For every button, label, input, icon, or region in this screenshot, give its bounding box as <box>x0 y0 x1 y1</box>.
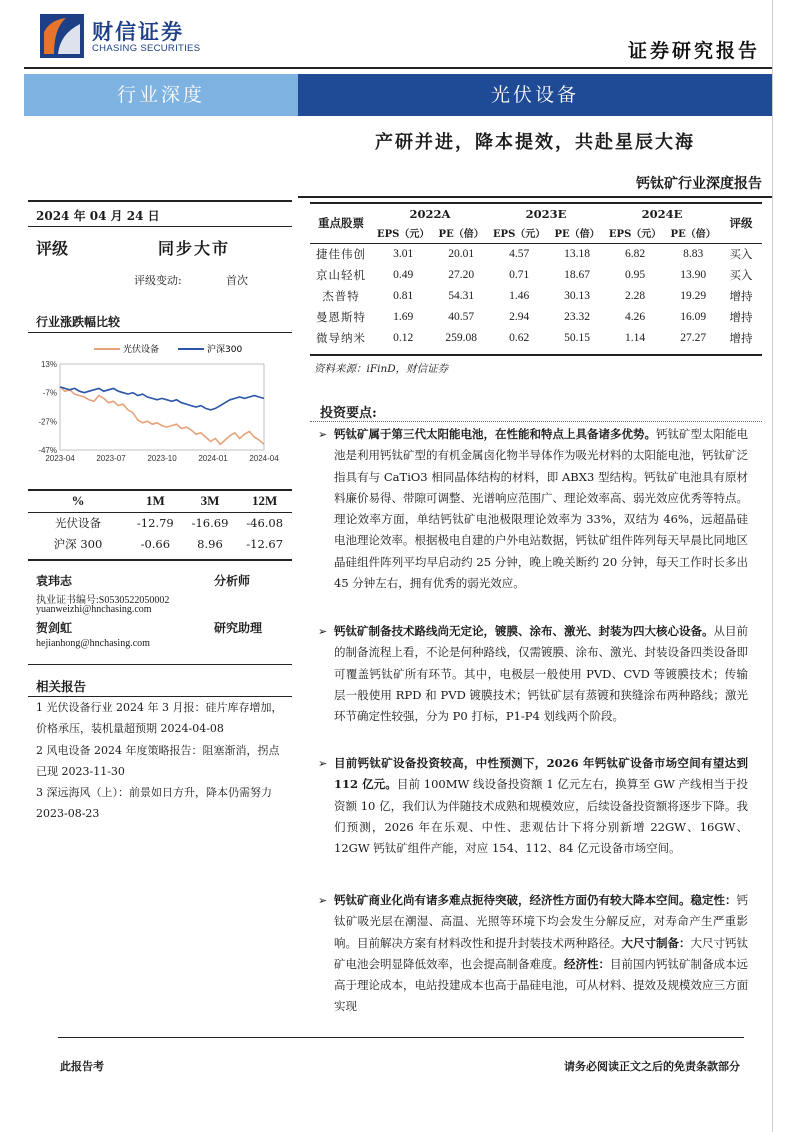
stock-cell: 23.32 <box>564 310 591 323</box>
perf-cell: -12.67 <box>246 536 284 551</box>
logo-english-text: CHASING SECURITIES <box>92 43 201 54</box>
perf-cell: -12.79 <box>136 515 174 530</box>
arrow-bullet-icon: ➢ <box>318 625 328 638</box>
point-heading: 目前钙钛矿设备投资较高，中性预测下，2026 年钙钛矿设备市场空间有望达到 112 亿元。 <box>334 756 748 792</box>
stock-cell: 3.01 <box>393 247 414 260</box>
report-type: 证券研究报告 <box>627 40 760 62</box>
stock-rating: 增持 <box>729 330 753 345</box>
stock-cell: 1.69 <box>393 310 414 323</box>
legend-label-pv: 光伏设备 <box>123 345 160 355</box>
perf-header: % <box>71 493 85 509</box>
stock-cell: 27.20 <box>448 268 475 281</box>
stock-cell: 50.15 <box>564 331 591 344</box>
stock-cell: 40.57 <box>448 310 475 323</box>
stock-name: 微导纳米 <box>316 330 366 345</box>
page-edge <box>772 0 773 1132</box>
assistant-email: hejianhong@hnchasing.com <box>36 638 150 649</box>
col-stock: 重点股票 <box>318 216 364 231</box>
point-keyword: 稳定性： <box>690 893 737 907</box>
stock-rating: 买入 <box>729 267 753 282</box>
x-tick-label: 2023-07 <box>96 454 126 463</box>
stock-name: 京山轻机 <box>316 267 366 282</box>
y-tick-label: -27% <box>38 417 57 427</box>
chart-section-title: 行业涨跌幅比较 <box>36 315 121 329</box>
perf-header: 1M <box>145 493 165 509</box>
point-body: 目前 100MW 线设备投资额 1 亿元左右，换算至 GW 产线相当于投资额 10 亿，我们认为伴随技术成熟和规模效应，后续设备投资额将逐步下降。我们预测，2026 年在乐观、中性、悲观估计下将分别新增 22GW、16GW、12GW 钙钛矿组件产能，对应 154、112、84 亿元设备市场空间。 <box>334 777 748 856</box>
stock-cell: 0.71 <box>509 268 530 281</box>
year-header: 2022A <box>409 206 451 221</box>
col-rating: 评级 <box>729 216 753 231</box>
table-row <box>28 491 292 512</box>
point-heading: 钙钛矿商业化尚有诸多难点扼待突破，经济性方面仍有较大降本空间。 <box>334 893 691 907</box>
arrow-bullet-icon: ➢ <box>318 428 328 441</box>
stock-cell: 0.95 <box>625 268 646 281</box>
x-tick-label: 2023-04 <box>45 454 75 463</box>
stock-cell: 1.46 <box>509 289 530 302</box>
stock-rating: 增持 <box>729 309 753 324</box>
analyst-email: yuanweizhi@hnchasing.com <box>36 604 152 615</box>
point-body: 从目前的制备流程上看，不论是何种路线，仅需镀膜、涂布、激光、封装设备四类设备即可覆盖钙钛矿所有环节。其中，电极层一般使用 PVD、CVD 等镀膜技术；传输层一般使用 RPD 和 PVD 镀膜技术；钙钛矿层有蒸镀和狭缝涂布两种路线；激光环节确定性较强，分为 P0 打标，P1-P4 划线两个阶段。 <box>334 624 748 724</box>
table-row <box>310 223 762 243</box>
assistant-role: 研究助理 <box>214 621 263 635</box>
rating-label: 评级 <box>36 239 69 258</box>
table-row <box>310 204 762 223</box>
stock-cell: 2.28 <box>625 289 646 302</box>
perf-cell: 8.96 <box>197 536 223 551</box>
investment-point <box>318 621 748 727</box>
perf-cell: -46.08 <box>246 515 284 530</box>
rating-value: 同步大市 <box>158 239 231 258</box>
point-body: 钙钛矿型太阳能电池是利用钙钛矿型的有机金属卤化物半导体作为吸光材料的太阳能电池，钙钛矿泛指具有与 CaTiO3 相同晶体结构的材料，即 ABX3 型结构。钙钛矿电池具有原材料廉价易得、带隙可调整、光谱响应范围广、理论效率高、弱光效应优秀等特点。理论效率方面，单结钙钛矿电池极限理论效率为 33%，双结为 46%，远超晶硅电池理论效率。根据极电自建的户外电站数据，钙钛矿组件阵列每天早晨比同地区晶硅组件阵列平均早启动约 25 分钟，晚上晚关断约 20 分钟，每天工作时长多出 45 分钟左右，拥有优秀的弱光效应。 <box>334 427 748 591</box>
eps-header: EPS（元） <box>492 229 546 241</box>
table-row <box>310 285 762 306</box>
perf-cell: 光伏设备 <box>55 515 101 530</box>
related-report-link[interactable]: 2 风电设备 2024 年度策略报告：阻塞渐消，拐点已现 2023-11-30 <box>36 744 280 778</box>
perf-cell: -16.69 <box>191 515 229 530</box>
arrow-bullet-icon: ➢ <box>318 757 328 770</box>
pe-header: PE（倍） <box>554 229 600 241</box>
perf-cell: 沪深 300 <box>53 536 103 551</box>
investment-point <box>318 890 748 1018</box>
stock-table-bottom-rule <box>310 354 762 356</box>
point-body: 目前国内钙钛矿制备成本远高于理论成本，电站投建成本也高于晶硅电池，可从材料、提效及规模效应三方面实现 <box>334 956 748 1014</box>
table-source: 资料来源：iFinD，财信证券 <box>314 363 449 375</box>
eps-header: EPS（元） <box>376 229 430 241</box>
stock-cell: 259.08 <box>445 331 477 344</box>
chart-rule <box>28 332 292 333</box>
stock-name: 捷佳伟创 <box>316 246 366 261</box>
point-body: 大尺寸钙钛矿电池会明显降低效率，也会提高制备难度。 <box>334 935 748 971</box>
stock-cell: 1.14 <box>625 331 646 344</box>
stock-table <box>310 204 762 348</box>
stock-cell: 30.13 <box>564 289 591 302</box>
stock-rating: 增持 <box>729 288 753 303</box>
legend <box>94 343 242 355</box>
stock-cell: 0.49 <box>393 268 414 281</box>
table-row <box>310 243 762 264</box>
headline: 产研并进，降本提效，共赴星辰大海 <box>375 132 695 153</box>
related-title: 相关报告 <box>36 679 87 694</box>
x-tick-label: 2023-10 <box>147 454 177 463</box>
stock-cell: 6.82 <box>625 247 646 260</box>
stock-cell: 0.62 <box>509 331 530 344</box>
rating-change-label: 评级变动: <box>134 274 182 287</box>
report-date: 2024 年 04 月 24 日 <box>36 209 160 223</box>
investment-point <box>318 424 748 594</box>
title-divider <box>298 196 772 198</box>
perf-cell: -0.66 <box>140 536 171 551</box>
analyst-name: 袁玮志 <box>36 574 73 588</box>
eps-header: EPS（元） <box>608 229 662 241</box>
related-report-link[interactable]: 3 深远海风（上）：前景如日方升，降本仍需努力 2023-08-23 <box>36 786 272 820</box>
investment-rule <box>310 421 762 422</box>
perf-header: 3M <box>200 493 220 509</box>
stock-cell: 0.12 <box>393 331 414 344</box>
stock-cell: 54.31 <box>448 289 475 302</box>
category-band: 行业深度 <box>24 74 298 116</box>
related-report-link[interactable]: 1 光伏设备行业 2024 年 3 月报：硅片库存增加，价格承压，装机量超预期 2024-04-08 <box>36 701 283 735</box>
sub-title: 钙钛矿行业深度报告 <box>636 176 762 192</box>
analyst-rule <box>28 664 292 665</box>
plot-frame <box>60 364 264 450</box>
table-row <box>28 533 292 554</box>
logo-text: 财信证券 <box>92 20 184 44</box>
industry-band: 光伏设备 <box>298 74 772 116</box>
header-divider <box>24 67 772 69</box>
table-row <box>310 264 762 285</box>
stock-rating: 买入 <box>729 246 753 261</box>
table-row <box>310 327 762 348</box>
stock-cell: 8.83 <box>683 247 704 260</box>
point-heading: 钙钛矿属于第三代太阳能电池，在性能和特点上具备诸多优势。 <box>334 427 656 441</box>
footer-rule <box>58 1037 744 1038</box>
year-header: 2024E <box>641 206 683 221</box>
stock-cell: 20.01 <box>448 247 475 260</box>
pe-header: PE（倍） <box>670 229 716 241</box>
y-tick-label: -7% <box>42 388 57 398</box>
date-rule <box>28 226 292 227</box>
point-heading: 钙钛矿制备技术路线尚无定论，镀膜、涂布、激光、封装为四大核心设备。 <box>334 624 714 638</box>
industry-chart <box>28 338 292 468</box>
stock-cell: 19.29 <box>680 289 707 302</box>
sidebar-top-rule <box>28 200 292 202</box>
stock-cell: 27.27 <box>680 331 707 344</box>
assistant-name: 贺剑虹 <box>36 621 73 635</box>
stock-cell: 4.26 <box>625 310 646 323</box>
stock-name: 杰普特 <box>322 288 360 303</box>
perf-bottom-rule <box>28 559 292 561</box>
y-tick-label: 13% <box>40 360 57 369</box>
x-tick-label: 2024-01 <box>198 454 228 463</box>
legend-label-hs300: 沪深300 <box>207 345 243 355</box>
stock-cell: 13.90 <box>680 268 707 281</box>
footer-disclaimer: 请务必阅读正文之后的免责条款部分 <box>564 1060 740 1073</box>
performance-table <box>28 491 292 554</box>
company-logo-icon <box>40 14 84 58</box>
stock-cell: 0.81 <box>393 289 414 302</box>
stock-name: 曼恩斯特 <box>316 309 366 324</box>
analyst-role: 分析师 <box>214 574 251 588</box>
analyst-cert: 执业证书编号:S0530522050002 <box>36 595 170 606</box>
footer-left: 此报告考 <box>60 1060 104 1073</box>
perf-header: 12M <box>252 493 278 509</box>
stock-cell: 4.57 <box>509 247 530 260</box>
stock-cell: 13.18 <box>564 247 591 260</box>
point-keyword: 大尺寸制备： <box>621 935 691 950</box>
stock-cell: 18.67 <box>564 268 591 281</box>
series-line-pv <box>60 387 264 444</box>
table-row <box>28 512 292 533</box>
pe-header: PE（倍） <box>438 229 484 241</box>
point-body: 钙钛矿吸光层在潮湿、高温、光照等环境下均会发生分解反应，对寿命产生严重影响。目前解决方案有材料改性和提升封装技术两种路径。 <box>334 893 748 950</box>
arrow-bullet-icon: ➢ <box>318 894 328 907</box>
x-tick-label: 2024-04 <box>249 454 279 463</box>
stock-cell: 16.09 <box>680 310 707 323</box>
series-line-hs300 <box>60 387 264 410</box>
rating-change-value: 首次 <box>226 274 248 287</box>
investment-point <box>318 753 748 859</box>
year-header: 2023E <box>525 206 567 221</box>
y-tick-label: -47% <box>38 446 57 455</box>
stock-cell: 2.94 <box>509 310 530 323</box>
investment-title: 投资要点: <box>320 406 377 421</box>
table-row <box>310 306 762 327</box>
point-keyword: 经济性： <box>564 956 610 971</box>
